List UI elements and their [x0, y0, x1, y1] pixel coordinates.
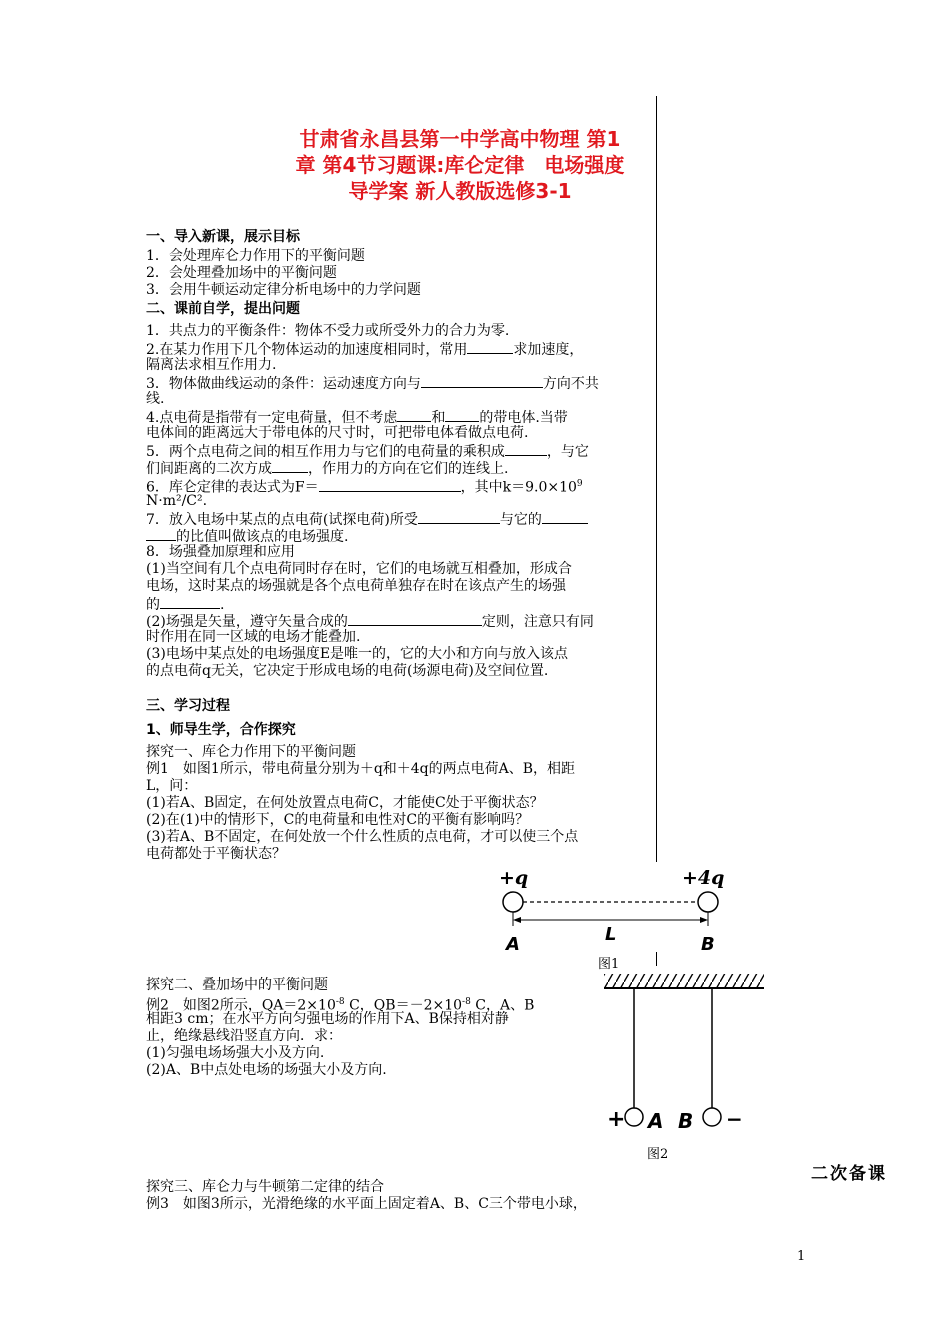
- text-line: 5．两个点电荷之间的相互作用力与它们的电荷量的乘积成 ，与它: [146, 444, 589, 460]
- arrow-right-icon: [700, 917, 708, 923]
- arrow-left-icon: [513, 917, 521, 923]
- text-line: 7．放入电场中某点的点电荷(试探电荷)所受 与它的: [146, 510, 656, 529]
- text-line: 的比值叫做该点的电场强度.: [146, 527, 656, 546]
- text-line: 6．库仑定律的表达式为F＝ ，其中$k=9.0\times 10^9$: [146, 479, 583, 496]
- goal-item: 3．会用牛顿运动定律分析电场中的力学问题: [146, 282, 421, 298]
- text-line: 电场，这时某点的场强就是各个点电荷单独存在时在该点产生的场强: [146, 578, 566, 594]
- title-line-1: 甘肃省永昌县第一中学高中物理 第1: [299, 127, 621, 151]
- page-number: 1: [797, 1249, 806, 1264]
- text-line: (1)当空间有几个点电荷同时存在时，它们的电场就互相叠加，形成合: [146, 561, 572, 577]
- section-1-heading: 一、导入新课，展示目标: [146, 229, 300, 245]
- text-line: 线.: [146, 391, 165, 407]
- ceiling-hatch: [604, 974, 764, 988]
- text-line: 们间距离的二次方成 ，作用力的方向在它们的连线上.: [146, 461, 509, 477]
- charge-a-sphere: [503, 892, 523, 912]
- fig1-label-a: A: [506, 934, 520, 955]
- plus-sign: +: [607, 1107, 626, 1132]
- section-2-heading: 二、课前自学，提出问题: [146, 301, 300, 317]
- title-line-3: 导学案 新人教版选修3-1: [348, 179, 572, 203]
- text-line: 的点电荷q无关，它决定于形成电场的电荷(场源电荷)及空间位置.: [146, 663, 549, 679]
- text-line: 电荷都处于平衡状态？: [146, 846, 286, 862]
- fig2-label-a: A: [648, 1109, 664, 1133]
- text-line: 例2 如图2所示，$QA=2\times 10^{-8}$ C，$QB=-2\times 10^{-8}$ C，A、B: [146, 997, 535, 1014]
- section-3-heading: 三、学习过程: [146, 698, 230, 714]
- subsection-heading: 1、师导生学，合作探究: [146, 722, 296, 738]
- ball-b: [703, 1108, 721, 1126]
- text-line: 4.点电荷是指带有一定电荷量，但不考虑 和 的带电体.当带: [146, 410, 568, 426]
- text-line: (3)若A、B不固定，在何处放一个什么性质的点电荷，才可以使三个点: [146, 829, 579, 845]
- text-line: 2.在某力作用下几个物体运动的加速度相同时，常用 求加速度，: [146, 342, 584, 358]
- text-line: 1．共点力的平衡条件：物体不受力或所受外力的合力为零.: [146, 323, 510, 339]
- fig1-charge-a: +q: [499, 867, 529, 889]
- text-line: 探究三、库仑力与牛顿第二定律的结合: [146, 1179, 384, 1195]
- figure-1: [495, 864, 745, 972]
- figure-2: [600, 968, 770, 1168]
- text-line: 探究一、库仑力作用下的平衡问题: [146, 744, 356, 760]
- fig2-caption: 图2: [647, 1147, 669, 1162]
- fig1-label-b: B: [701, 934, 715, 955]
- text-line: (2)场强是矢量，遵守矢量合成的 定则，注意只有同: [146, 614, 594, 630]
- text-line: (3)电场中某点处的电场强度E是唯一的，它的大小和方向与放入该点: [146, 646, 569, 662]
- text-line: L，问：: [146, 778, 198, 794]
- fig1-caption: 图1: [598, 957, 620, 972]
- text-line: (1)匀强电场场强大小及方向.: [146, 1045, 325, 1061]
- text-line: 电体间的距离远大于带电体的尺寸时，可把带电体看做点电荷.: [146, 425, 529, 441]
- text-line: 隔离法求相互作用力.: [146, 357, 277, 373]
- margin-rule-fragment: [656, 952, 657, 966]
- text-line: (1)若A、B固定，在何处放置点电荷C，才能使C处于平衡状态？: [146, 795, 544, 811]
- goal-item: 2．会处理叠加场中的平衡问题: [146, 265, 337, 281]
- fig1-charge-b: +4q: [682, 867, 725, 889]
- charge-b-sphere: [698, 892, 718, 912]
- text-line: N·m²/C².: [146, 493, 208, 509]
- margin-rule: [656, 96, 657, 862]
- text-line: 3．物体做曲线运动的条件：运动速度方向与 方向不共: [146, 376, 599, 392]
- text-line: 时作用在同一区域的电场才能叠加.: [146, 629, 361, 645]
- goal-item: 1．会处理库仑力作用下的平衡问题: [146, 248, 365, 264]
- side-note: 二次备课: [811, 1164, 887, 1184]
- text-line: 8．场强叠加原理和应用: [146, 544, 295, 560]
- minus-sign: −: [726, 1107, 743, 1131]
- fig1-label-l: L: [605, 924, 617, 945]
- title-line-2: 章 第4节习题课:库仑定律 电场强度: [295, 153, 625, 177]
- text-line: (2)A、B中点处电场的场强大小及方向.: [146, 1062, 387, 1078]
- text-line: 例3 如图3所示，光滑绝缘的水平面上固定着A、B、C三个带电小球，: [146, 1196, 587, 1212]
- text-line: 止，绝缘悬线沿竖直方向．求：: [146, 1028, 342, 1044]
- ball-a: [625, 1108, 643, 1126]
- text-line: 的 .: [146, 597, 225, 613]
- text-line: 探究二、叠加场中的平衡问题: [146, 977, 328, 993]
- text-line: 例1 如图1所示，带电荷量分别为＋q和＋4q的两点电荷A、B，相距: [146, 761, 576, 777]
- text-line: (2)在(1)中的情形下，C的电荷量和电性对C的平衡有影响吗？: [146, 812, 530, 828]
- text-line: 相距3 cm；在水平方向匀强电场的作用下A、B保持相对静: [146, 1011, 509, 1027]
- fig2-label-b: B: [678, 1109, 694, 1133]
- document-title: [250, 126, 670, 204]
